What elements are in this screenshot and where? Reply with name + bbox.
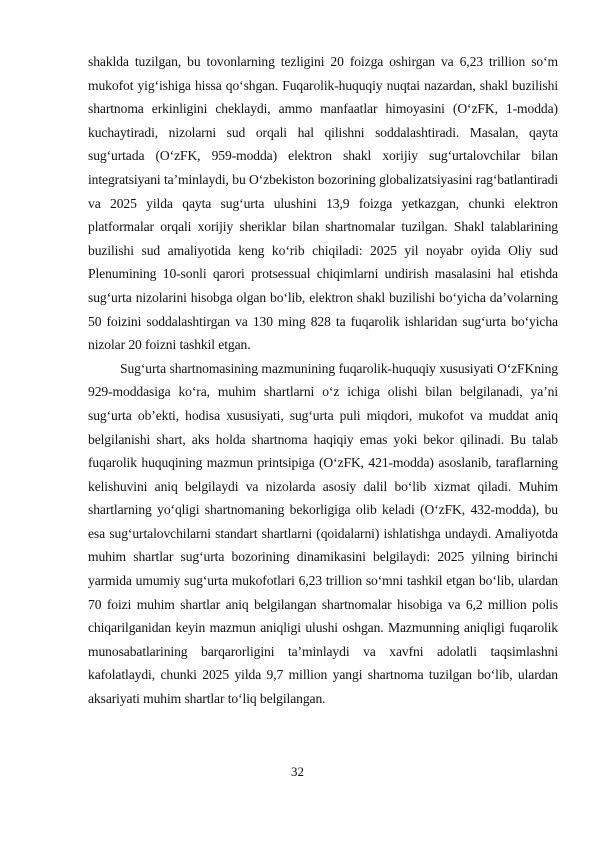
document-page [88,50,558,711]
paragraph-1: shaklda tuzilgan, bu tovonlarning tezligini 20 foizga oshirgan va 6,23 trillion so‘m mukofot yig‘ishiga hissa qo‘shgan. Fuqarolik-huquqiy nuqtai nazardan, shakl buzilishi shartnoma erkinligini cheklaydi, ammo manfaatlar himoyasini (O‘zFK, 1-modda) kuchaytiradi, nizolarni sud orqali hal qilishni soddalashtiradi. Masalan, qayta sug‘urtada (O‘zFK, 959-modda) elektron shakl xorijiy sug‘urtalovchilar bilan integratsiyani ta’minlaydi, bu O‘zbekiston bozorining globalizatsiyasini rag‘batlantiradi va 2025 yilda qayta sug‘urta ulushini 13,9 foizga yetkazgan, chunki elektron platformalar orqali xorijiy sheriklar bilan shartnomalar tuzilgan. Shakl talablarining buzilishi sud amaliyotida keng ko‘rib chiqiladi: 2025 yil noyabr oyida Oliy sud Plenumining 10-sonli qarori protsessual chiqimlarni undirish masalasini hal etishda sug‘urta nizolarini hisobga olgan bo‘lib, elektron shakl buzilishi bo‘yicha da’volarning 50 foizini soddalashtirgan va 130 ming 828 ta fuqarolik ishlaridan sug‘urta bo‘yicha nizolar 20 foizni tashkil etgan. [88,54,558,353]
paragraph-2: Sug‘urta shartnomasining mazmunining fuqarolik-huquqiy xususiyati O‘zFKning 929-moddasiga ko‘ra, muhim shartlarni o‘z ichiga olishi bilan belgilanadi, ya’ni sug‘urta ob’ekti, hodisa xususiyati, sug‘urta puli miqdori, mukofot va muddat aniq belgilanishi shart, aks holda shartnoma haqiqiy emas yoki bekor qilinadi. Bu talab fuqarolik huquqining mazmun printsipiga (O‘zFK, 421-modda) asoslanib, taraflarning kelishuvini aniq belgilaydi va nizolarda asosiy dalil bo‘lib xizmat qiladi. Muhim shartlarning yo‘qligi shartnomaning bekorligiga olib keladi (O‘zFK, 432-modda), bu esa sug‘urtalovchilarni standart shartlarni (qoidalarni) ishlatishga undaydi. Amaliyotda muhim shartlar sug‘urta bozorining dinamikasini belgilaydi: 2025 yilning birinchi yarmida umumiy sug‘urta mukofotlari 6,23 trillion so‘mni tashkil etgan bo‘lib, ulardan 70 foizi muhim shartlar aniq belgilangan shartnomalar hisobiga va 6,2 million polis chiqarilganidan keyin mazmun aniqligi ulushi oshgan. Mazmunning aniqligi fuqarolik munosabatlarining barqarorligini ta’minlaydi va xavfni adolatli taqsimlashni kafolatlaydi, chunki 2025 yilda 9,7 million yangi shartnoma tuzilgan bo‘lib, ulardan aksariyati muhim shartlar to‘liq belgilangan. [88,360,558,707]
page-number: 32 [291,764,304,779]
